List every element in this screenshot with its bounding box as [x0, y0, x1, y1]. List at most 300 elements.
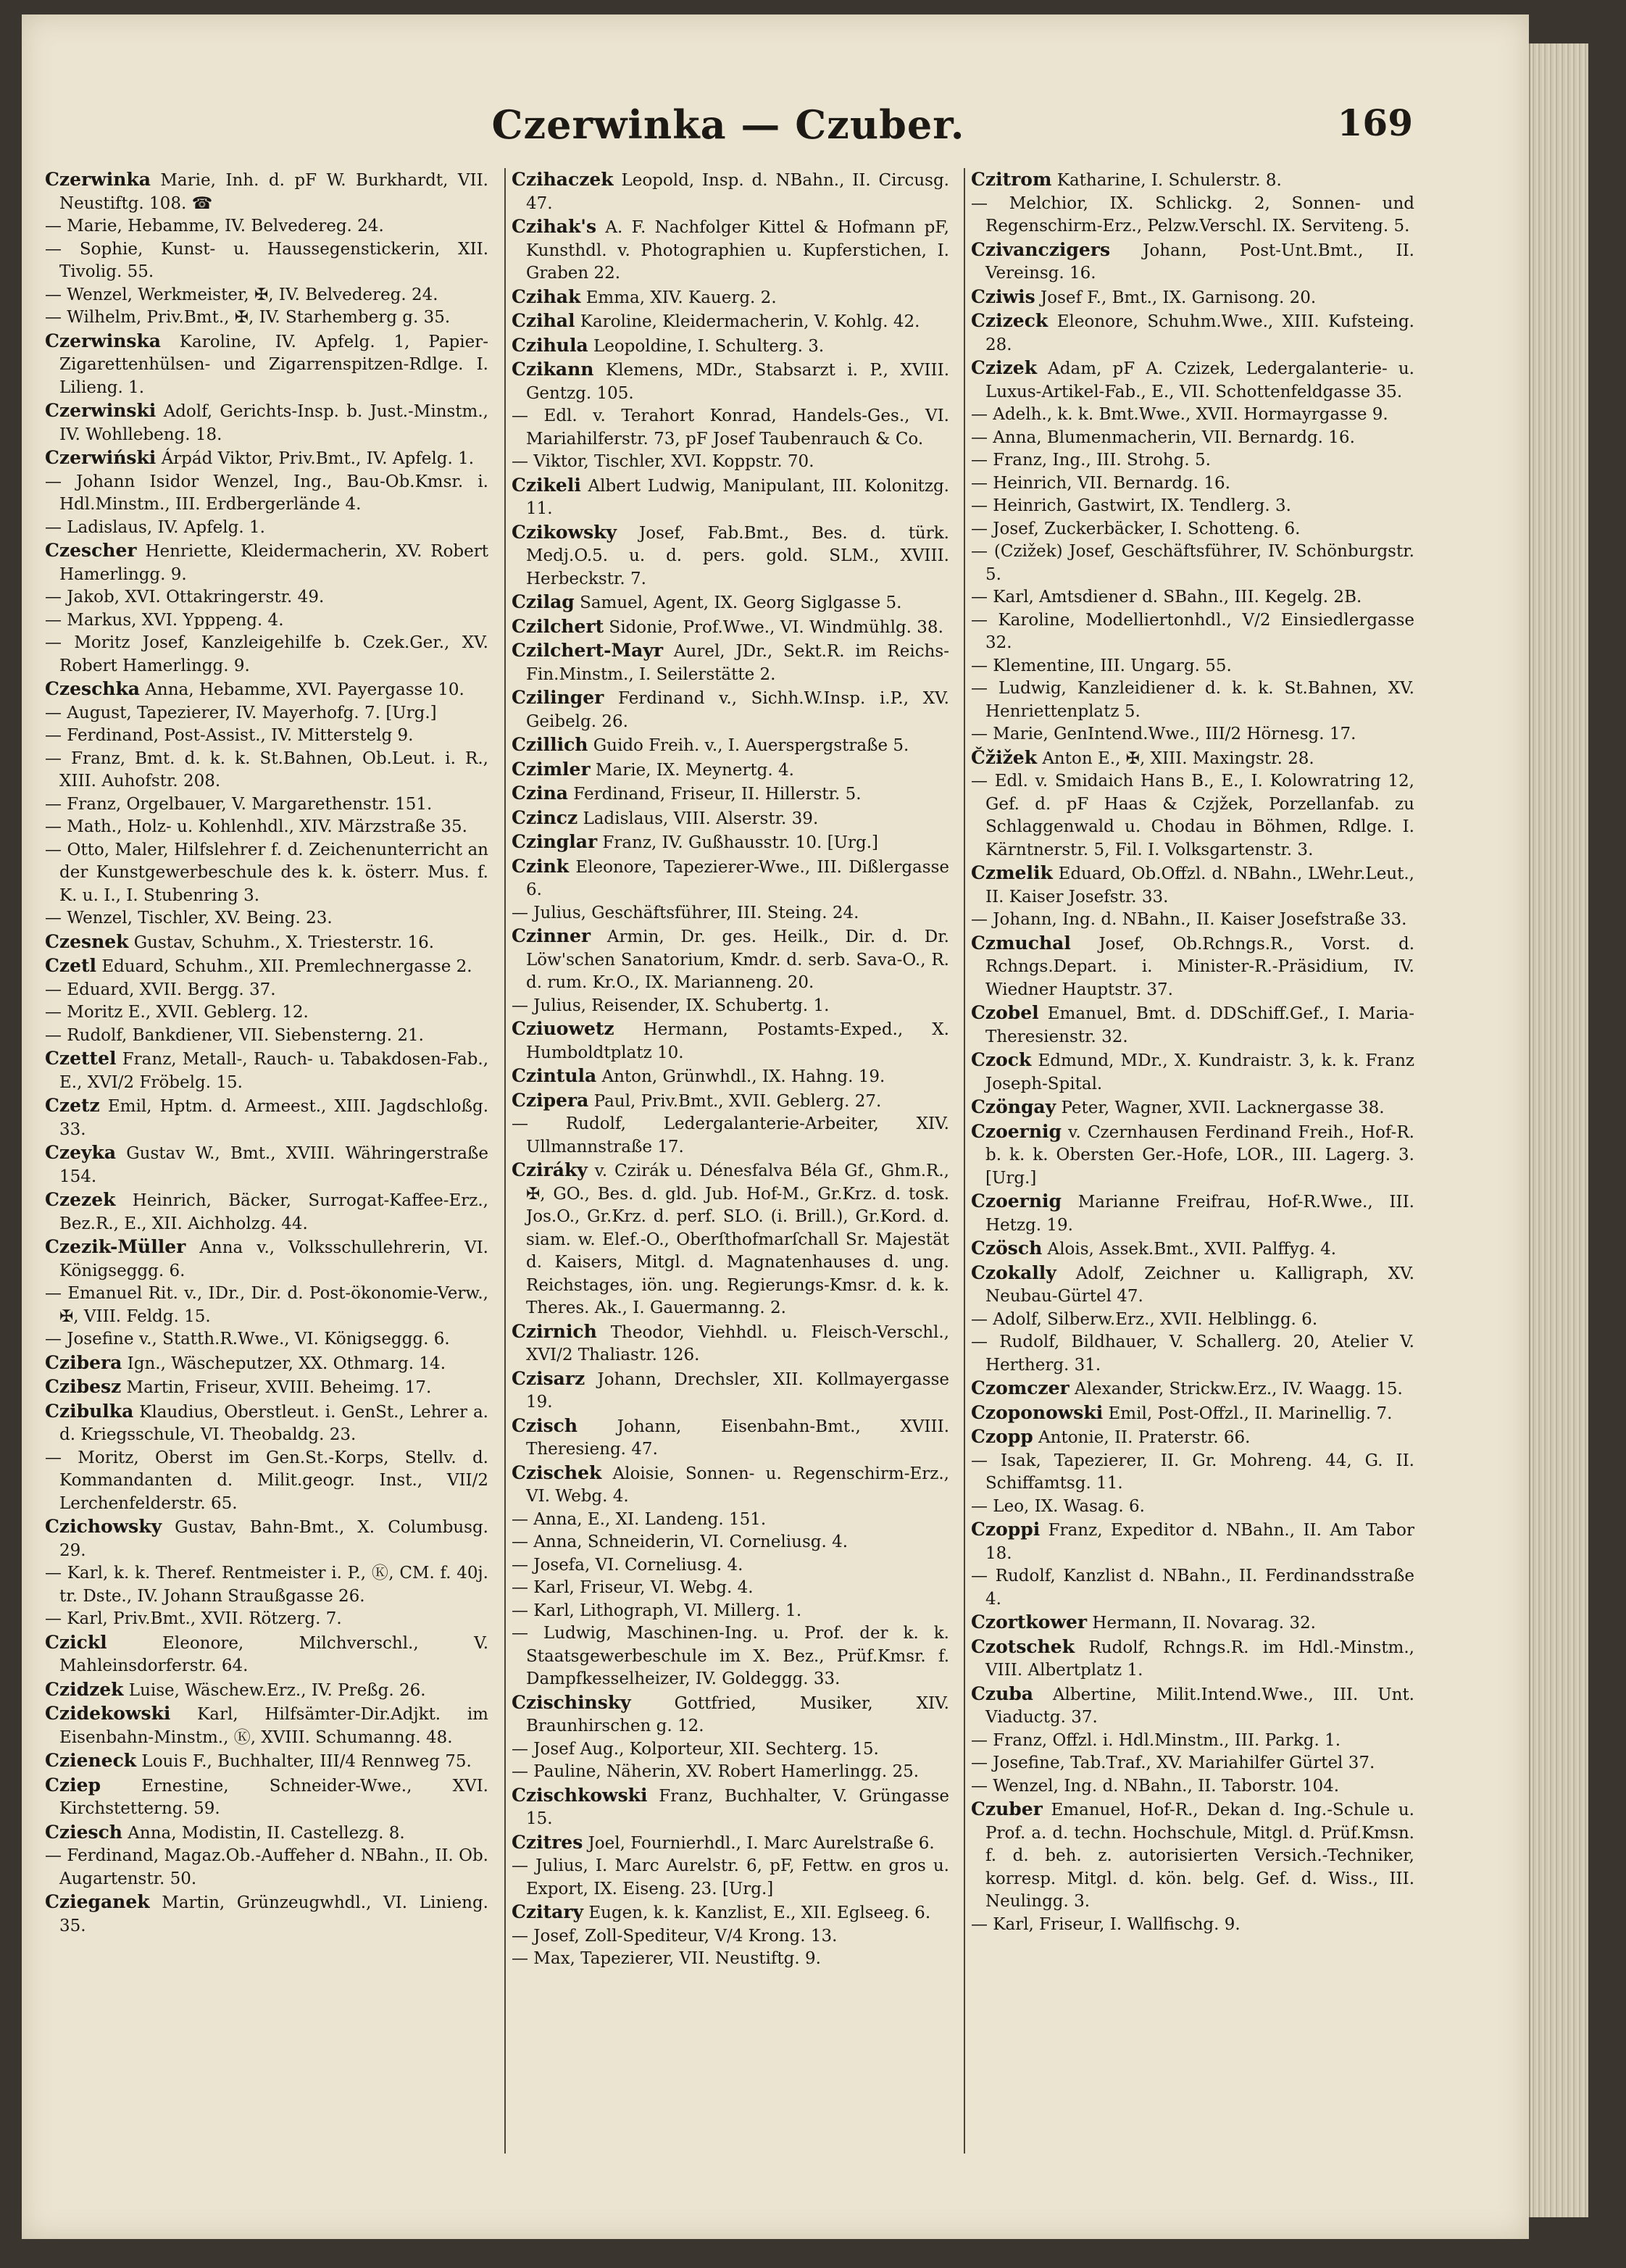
directory-entry [971, 285, 1414, 310]
directory-entry [512, 1761, 949, 1784]
directory-entry [512, 168, 949, 215]
directory-entry [512, 309, 949, 334]
directory-entry [971, 1309, 1414, 1332]
directory-entry [971, 238, 1414, 285]
entry-text: — Karl, Priv.Bmt., XVII. Rötzerg. 7. [45, 1609, 342, 1628]
entry-text: Albert Ludwig, Manipulant, III. Kolonitzg. 11. [526, 476, 949, 518]
directory-entry [45, 816, 488, 839]
directory-entry [512, 1367, 949, 1414]
entry-text: — Heinrich, VII. Bernardg. 16. [971, 473, 1230, 493]
directory-entry [45, 446, 488, 471]
entry-text: — Rudolf, Kanzlist d. NBahn., II. Ferdinandsstraße 4. [971, 1567, 1414, 1609]
entry-surname: Czezik-Müller [45, 1236, 186, 1257]
directory-entry [512, 902, 949, 925]
directory-entry [512, 521, 949, 591]
entry-surname: Czivanczigers [971, 238, 1111, 260]
entry-text: — Josefa, VI. Corneliusg. 4. [512, 1555, 743, 1575]
entry-text: Ladislaus, VIII. Alserstr. 39. [578, 809, 819, 828]
entry-text: Antonie, II. Praterstr. 66. [1033, 1428, 1251, 1447]
entry-surname: Cziráky [512, 1159, 588, 1180]
directory-entry [971, 309, 1414, 357]
entry-text: — Viktor, Tischler, XVI. Koppstr. 70. [512, 452, 814, 471]
entry-text: Ign., Wäscheputzer, XX. Othmarg. 14. [122, 1354, 446, 1373]
entry-surname: Czickl [45, 1631, 107, 1653]
entry-text: — Math., Holz- u. Kohlenhdl., XIV. Märzstraße 35. [45, 817, 467, 836]
entry-text: Ferdinand v., Sichh.W.Insp. i.P., XV. Geibelg. 26. [526, 689, 949, 731]
entry-surname: Czetz [45, 1095, 100, 1116]
entry-text: — Sophie, Kunst- u. Haussegenstickerin, XII. Tivolig. 55. [45, 239, 488, 281]
directory-entry [971, 655, 1414, 678]
entry-text: — Jakob, XVI. Ottakringerstr. 49. [45, 588, 325, 606]
entry-text: — Rudolf, Bildhauer, V. Schallerg. 20, Atelier V. Hertherg. 31. [971, 1333, 1414, 1375]
entry-text: Eduard, Schuhm., XII. Premlechnergasse 2. [96, 957, 472, 976]
entry-text: — Karl, Amtsdiener d. SBahn., III. Kegelg. 2B. [971, 588, 1362, 606]
entry-surname: Czirnich [512, 1320, 597, 1342]
directory-entry [971, 1565, 1414, 1611]
entry-text: Franz, IV. Gußhausstr. 10. [Urg.] [597, 833, 879, 852]
entry-surname: Czilchert [512, 615, 604, 637]
entry-text: — Julius, Reisender, IX. Schubertg. 1. [512, 996, 830, 1015]
entry-text: Eduard, Ob.Offzl. d. NBahn., LWehr.Leut., II. Kaiser Josefstr. 33. [985, 864, 1414, 906]
entry-text: Edmund, MDr., X. Kundraistr. 3, k. k. Franz Joseph-Spital. [985, 1051, 1414, 1093]
entry-text: Gustav, Schuhm., X. Triesterstr. 16. [128, 933, 435, 952]
entry-text: A. F. Nachfolger Kittel & Hofmann pF, Kunsthdl. v. Photographien u. Kupferstichen, I. Graben 22. [526, 218, 949, 283]
directory-entry [512, 591, 949, 615]
entry-text: Emil, Hptm. d. Armeest., XIII. Jagdschloßg. 33. [59, 1097, 488, 1139]
directory-entry [45, 330, 488, 400]
directory-entry [971, 862, 1414, 909]
entry-text: — Anna, E., XI. Landeng. 151. [512, 1509, 767, 1529]
entry-text: Henriette, Kleidermacherin, XV. Robert Hamerlingg. 9. [59, 542, 488, 584]
entry-text: — Franz, Offzl. i. Hdl.Minstm., III. Parkg. 1. [971, 1730, 1341, 1750]
entry-text: Ernestine, Schneider-Wwe., XVI. Kirchstetterng. 59. [59, 1776, 488, 1818]
entry-text: — Josef Aug., Kolporteur, XII. Sechterg. 15. [512, 1739, 879, 1759]
entry-text: — Pauline, Näherin, XV. Robert Hamerlingg. 25. [512, 1762, 920, 1781]
entry-surname: Czibera [45, 1351, 122, 1373]
directory-entry [971, 723, 1414, 746]
entry-text: — Josefine, Tab.Traf., XV. Mariahilfer Gürtel 37. [971, 1754, 1375, 1772]
entry-surname: Czinner [512, 925, 591, 946]
entry-text: Franz, Buchhalter, V. Grüngasse 15. [526, 1786, 949, 1828]
entry-surname: Čžižek [971, 746, 1038, 768]
entry-surname: Czetl [45, 955, 97, 976]
directory-entry [512, 758, 949, 783]
entry-surname: Czizeck [971, 310, 1048, 331]
entry-text: Klaudius, Oberstleut. i. GenSt., Lehrer a. d. Kriegsschule, VI. Theobaldg. 23. [59, 1402, 488, 1444]
entry-surname: Czobel [971, 1002, 1039, 1023]
directory-entry [971, 1237, 1414, 1262]
entry-text: Emma, XIV. Kauerg. 2. [580, 288, 777, 307]
entry-text: — Max, Tapezierer, VII. Neustiftg. 9. [512, 1949, 821, 1968]
entry-surname: Czisarz [512, 1367, 585, 1389]
entry-text: v. Czirák u. Dénesfalva Béla Gf., Ghm.R., ✠, GO., Bes. d. gld. Jub. Hof-M., Gr.Krz. d. tosk. Jos.O., Gr.Krz. d. perf. SLO. (i. Brill.), Gr.Kord. d. siam. w. Elef.-O., Oberſthofmarſchall Sr. Majestät d. Kaisers, Mitgl. d. Magnatenhauses d. ung. Reichstages, iön. ung. Regierungs-Kmsr. d. k. k. Theres. Ak., I. Gauermanng. 2. [526, 1162, 949, 1317]
entry-surname: Czoppi [971, 1519, 1041, 1540]
entry-text: — Rudolf, Ledergalanterie-Arbeiter, XIV. Ullmannstraße 17. [512, 1114, 949, 1156]
directory-entry [45, 1631, 488, 1678]
entry-surname: Czokally [971, 1262, 1056, 1283]
directory-entry [512, 925, 949, 995]
entry-surname: Czomczer [971, 1377, 1070, 1398]
entry-text: — Markus, XVI. Ypppeng. 4. [45, 610, 284, 630]
entry-text: — Ferdinand, Post-Assist., IV. Mitterstelg 9. [45, 726, 414, 745]
entry-text: — Franz, Orgelbauer, V. Margarethenstr. 151. [45, 794, 433, 814]
directory-entry [971, 1730, 1414, 1753]
entry-text: — Johann, Ing. d. NBahn., II. Kaiser Josefstraße 33. [971, 910, 1407, 929]
entry-text: — Franz, Ing., III. Strohg. 5. [971, 451, 1211, 470]
directory-entry [45, 954, 488, 979]
directory-entry [45, 678, 488, 702]
column-3 [964, 168, 1414, 2154]
entry-text: v. Czernhausen Ferdinand Freih., Hof-R. b. k. k. Obersten Ger.-Hofe, LOR., III. Lagerg. 3. [Urg.] [985, 1122, 1414, 1188]
entry-text: — Rudolf, Bankdiener, VII. Siebensterng. 21. [45, 1025, 424, 1045]
directory-entry [971, 168, 1414, 193]
directory-entry [45, 399, 488, 446]
entry-text: Josef, Fab.Bmt., Bes. d. türk. Medj.O.5. u. d. pers. gold. SLM., XVIII. Herbeckstr. 7. [526, 523, 949, 588]
directory-entry [512, 1948, 949, 1971]
entry-text: Aloisie, Sonnen- u. Regenschirm-Erz., VI. Webg. 4. [526, 1464, 949, 1506]
entry-surname: Czock [971, 1049, 1032, 1070]
entry-surname: Czihal [512, 310, 575, 331]
entry-text: — Ludwig, Maschinen-Ing. u. Prof. der k. k. Staatsgewerbeschule im X. Bez., Prüf.Kmsr. f. Dampfkesselheizer, IV. Goldeggg. 33. [512, 1624, 949, 1688]
entry-text: — Melchior, IX. Schlickg. 2, Sonnen- und Regenschirm-Erz., Pelzw.Verschl. IX. Serviteng. 5. [971, 193, 1414, 235]
entry-text: Anna, Modistin, II. Castellezg. 8. [122, 1823, 405, 1843]
page-number: 169 [1337, 101, 1413, 144]
entry-surname: Czisch [512, 1414, 578, 1436]
directory-entry [45, 215, 488, 238]
entry-surname: Czibulka [45, 1400, 134, 1422]
entry-text: Franz, Expeditor d. NBahn., II. Am Tabor 18. [985, 1521, 1414, 1563]
entry-text: — Edl. v. Terahort Konrad, Handels-Ges., VI. Mariahilferstr. 73, pF Josef Taubenrauch & Co. [512, 407, 949, 449]
entry-text: Adolf, Gerichts-Insp. b. Just.-Minstm., IV. Wohllebeng. 18. [59, 402, 488, 444]
directory-entry [971, 1450, 1414, 1496]
directory-entry [971, 541, 1414, 586]
directory-entry [512, 285, 949, 310]
entry-text: Aurel, JDr., Sekt.R. im Reichs-Fin.Minstm., I. Seilerstätte 2. [526, 642, 949, 684]
entry-text: Johann, Post-Unt.Bmt., II. Vereinsg. 16. [985, 241, 1414, 283]
entry-text: — (Czižek) Josef, Geschäftsführer, IV. Schönburgstr. 5. [971, 542, 1414, 584]
entry-surname: Czichowsky [45, 1516, 162, 1537]
entry-text: — Adelh., k. k. Bmt.Wwe., XVII. Hormayrgasse 9. [971, 405, 1388, 424]
directory-columns [45, 168, 1414, 2154]
entry-text: Árpád Viktor, Priv.Bmt., IV. Apfelg. 1. [156, 449, 475, 468]
directory-entry [971, 1914, 1414, 1937]
entry-text: Karl, Hilfsämter-Dir.Adjkt. im Eisenbahn-Minstm., Ⓚ, XVIII. Schumanng. 48. [59, 1705, 488, 1747]
entry-text: Martin, Friseur, XVIII. Beheimg. 17. [121, 1378, 432, 1397]
entry-text: Eleonore, Tapezierer-Wwe., III. Dißlergasse 6. [526, 857, 949, 899]
directory-entry [45, 1447, 488, 1516]
entry-surname: Czoernig [971, 1120, 1062, 1142]
directory-entry [45, 471, 488, 517]
entry-text: — Moritz Josef, Kanzleigehilfe b. Czek.Ger., XV. Robert Hamerlingg. 9. [45, 633, 488, 675]
page-header [43, 101, 1413, 159]
directory-entry [45, 1608, 488, 1631]
entry-surname: Czerwiński [45, 447, 157, 468]
entry-surname: Czidekowski [45, 1703, 171, 1724]
entry-surname: Czieganek [45, 1891, 150, 1912]
directory-entry [512, 995, 949, 1018]
entry-surname: Cziwis [971, 285, 1035, 307]
entry-text: — Karl, k. k. Theref. Rentmeister i. P., Ⓚ, CM. f. 40j. tr. Dste., IV. Johann Straußgasse 26. [45, 1564, 488, 1606]
directory-entry [971, 932, 1414, 1002]
directory-entry [512, 451, 949, 474]
entry-surname: Czezek [45, 1189, 116, 1210]
directory-entry [971, 472, 1414, 496]
entry-surname: Czink [512, 855, 570, 877]
entry-text: Gottfried, Musiker, XIV. Braunhirschen g. 12. [526, 1693, 949, 1735]
directory-entry [971, 1752, 1414, 1775]
entry-text: Peter, Wagner, XVII. Lacknergasse 38. [1056, 1098, 1385, 1117]
entry-text: Emanuel, Bmt. d. DDSchiff.Gef., I. Maria-Theresienstr. 32. [985, 1004, 1414, 1046]
directory-entry [45, 1375, 488, 1400]
entry-text: Eleonore, Milchverschl., V. Mahleinsdorferstr. 64. [59, 1633, 488, 1675]
directory-entry [971, 1611, 1414, 1635]
entry-surname: Czischek [512, 1462, 602, 1483]
directory-entry [45, 793, 488, 817]
directory-entry [971, 1096, 1414, 1120]
directory-entry [45, 1845, 488, 1890]
directory-entry [45, 1328, 488, 1351]
entry-text: Leopoldine, I. Schulterg. 3. [588, 336, 825, 356]
directory-entry [512, 830, 949, 855]
directory-entry [512, 405, 949, 451]
entry-text: Samuel, Agent, IX. Georg Siglgasse 5. [574, 593, 902, 612]
directory-entry [971, 357, 1414, 404]
entry-surname: Czibesz [45, 1376, 122, 1397]
entry-surname: Czilchert-Mayr [512, 640, 664, 661]
directory-entry [971, 1518, 1414, 1565]
directory-entry [971, 909, 1414, 932]
entry-text: Gustav W., Bmt., XVIII. Währingerstraße 154. [59, 1144, 488, 1186]
entry-surname: Czopp [971, 1426, 1033, 1447]
entry-text: Anton, Grünwhdl., IX. Hahng. 19. [596, 1067, 885, 1086]
entry-surname: Czöngay [971, 1096, 1056, 1117]
entry-surname: Czitres [512, 1831, 583, 1853]
directory-entry [971, 427, 1414, 450]
entry-text: — Otto, Maler, Hilfslehrer f. d. Zeichenunterricht an der Kunstgewerbeschule des k. k. österr. Mus. f. K. u. I., I. Stubenring 3. [45, 840, 488, 905]
entry-text: — Wilhelm, Priv.Bmt., ✠, IV. Starhemberg g. 35. [45, 308, 451, 327]
directory-entry [512, 1531, 949, 1554]
directory-entry [971, 678, 1414, 723]
directory-entry [45, 1702, 488, 1749]
entry-text: Marie, IX. Meynertg. 4. [590, 760, 794, 780]
entry-text: Leopold, Insp. d. NBahn., II. Circusg. 47. [526, 171, 949, 213]
entry-text: Johann, Drechsler, XII. Kollmayergasse 19. [526, 1369, 949, 1412]
entry-text: Karoline, Kleidermacherin, V. Kohlg. 42. [575, 312, 920, 331]
directory-entry [512, 1925, 949, 1948]
entry-text: — Karl, Friseur, VI. Webg. 4. [512, 1578, 754, 1597]
directory-entry [512, 1784, 949, 1831]
directory-entry [45, 1283, 488, 1328]
book-page-edges [1529, 43, 1588, 2217]
entry-text: — Heinrich, Gastwirt, IX. Tendlerg. 3. [971, 496, 1291, 515]
entry-text: — Karoline, Modelliertonhdl., V/2 Einsiedlergasse 32. [971, 610, 1414, 652]
entry-text: — Marie, GenIntend.Wwe., III/2 Hörnesg. 17. [971, 725, 1356, 743]
entry-text: Hermann, Postamts-Exped., X. Humboldtplatz 10. [526, 1020, 949, 1062]
entry-surname: Czintula [512, 1065, 597, 1086]
directory-entry [971, 193, 1414, 238]
directory-entry [512, 1691, 949, 1738]
directory-entry [45, 1400, 488, 1447]
entry-surname: Czikeli [512, 474, 581, 496]
directory-entry [512, 1017, 949, 1064]
directory-entry [45, 979, 488, 1002]
entry-surname: Czillich [512, 734, 588, 755]
entry-text: — Wenzel, Ing. d. NBahn., II. Taborstr. 104. [971, 1776, 1340, 1796]
directory-entry [971, 1425, 1414, 1450]
entry-surname: Czeschka [45, 678, 140, 699]
directory-entry [512, 1600, 949, 1623]
directory-entry [512, 1113, 949, 1159]
entry-text: Eleonore, Schuhm.Wwe., XIII. Kufsteing. 28. [985, 312, 1414, 354]
entry-text: — Julius, I. Marc Aurelstr. 6, pF, Fettw. en gros u. Export, IX. Eiseng. 23. [Urg.] [512, 1856, 949, 1898]
entry-text: Josef, Ob.Rchngs.R., Vorst. d. Rchngs.Depart. i. Minister-R.-Präsidium, IV. Wiedner Hauptstr. 37. [985, 934, 1414, 999]
entry-surname: Czischinsky [512, 1691, 631, 1713]
entry-surname: Czotschek [971, 1635, 1075, 1657]
entry-surname: Czilinger [512, 687, 604, 708]
entry-text: — Ludwig, Kanzleidiener d. k. k. St.Bahnen, XV. Henriettenplatz 5. [971, 679, 1414, 721]
directory-entry [45, 1351, 488, 1376]
entry-text: Klemens, MDr., Stabsarzt i. P., XVIII. Gentzg. 105. [526, 361, 949, 403]
column-2 [504, 168, 949, 2154]
directory-entry [45, 1749, 488, 1774]
entry-text: — Ladislaus, IV. Apfelg. 1. [45, 517, 265, 537]
directory-entry [512, 1901, 949, 1925]
directory-entry [45, 907, 488, 930]
directory-entry [512, 334, 949, 359]
entry-text: — Karl, Friseur, I. Wallfischg. 9. [971, 1914, 1241, 1934]
directory-entry [971, 1120, 1414, 1191]
entry-text: — Josefine v., Statth.R.Wwe., VI. Königseggg. 6. [45, 1330, 450, 1348]
directory-entry [45, 1515, 488, 1562]
entry-text: — Isak, Tapezierer, II. Gr. Mohreng. 44, G. II. Schiffamtsg. 11. [971, 1451, 1414, 1493]
entry-surname: Czilag [512, 591, 575, 612]
directory-entry [45, 748, 488, 793]
directory-entry [512, 639, 949, 686]
directory-entry [512, 474, 949, 521]
entry-text: — Johann Isidor Wenzel, Ing., Bau-Ob.Kmsr. i. Hdl.Minstm., III. Erdbergerlände 4. [45, 472, 488, 514]
entry-text: Franz, Metall-, Rauch- u. Tabakdosen-Fab., E., XVI/2 Fröbelg. 15. [59, 1050, 488, 1092]
entry-surname: Cziesch [45, 1821, 122, 1843]
directory-entry [512, 1159, 949, 1320]
entry-text: Adolf, Zeichner u. Kalligraph, XV. Neubau-Gürtel 47. [985, 1264, 1414, 1306]
directory-entry [971, 746, 1414, 771]
directory-entry [971, 1798, 1414, 1914]
entry-text: Josef F., Bmt., IX. Garnisong. 20. [1035, 288, 1317, 307]
directory-entry [45, 1678, 488, 1703]
entry-surname: Czikowsky [512, 521, 617, 543]
entry-text: Emil, Post-Offzl., II. Marinellig. 7. [1103, 1404, 1393, 1423]
entry-text: — Emanuel Rit. v., IDr., Dir. d. Post-ökonomie-Verw., ✠, VIII. Feldg. 15. [45, 1284, 488, 1326]
entry-text: — Edl. v. Smidaich Hans B., E., I. Kolowratring 12, Gef. d. pF Haas & Czjžek, Porzellanfab. zu Schlaggenwald u. Chodau in Böhmen, Rdlge. I. Kärntnerstr. 5, Fil. I. Volksgartenstr. 3. [971, 772, 1414, 859]
directory-entry [971, 586, 1414, 609]
directory-entry [512, 1554, 949, 1577]
entry-text: — Josef, Zoll-Spediteur, V/4 Krong. 13. [512, 1926, 838, 1946]
entry-surname: Czmuchal [971, 932, 1071, 954]
directory-entry [512, 1089, 949, 1114]
entry-surname: Czmelik [971, 862, 1053, 883]
entry-text: — Eduard, XVII. Bergg. 37. [45, 980, 276, 999]
directory-entry [971, 609, 1414, 655]
entry-text: Emanuel, Hof-R., Dekan d. Ing.-Schule u. Prof. a. d. techn. Hochschule, Mitgl. d. Prüf.Kmsn. f. d. beh. z. autorisierten Versich.-Techniker, korresp. Mitgl. d. kön. belg. Gef. d. Wiss., III. Neulingg. 3. [985, 1801, 1414, 1911]
entry-text: Anna v., Volksschullehrerin, VI. Königseggg. 6. [59, 1238, 488, 1280]
entry-surname: Czuba [971, 1683, 1033, 1704]
directory-entry [45, 1025, 488, 1048]
entry-text: — Karl, Lithograph, VI. Millerg. 1. [512, 1601, 802, 1620]
running-title: Czerwinka — Czuber. [491, 101, 965, 148]
directory-entry [971, 1190, 1414, 1237]
directory-entry [512, 1414, 949, 1462]
entry-text: Katharine, I. Schulerstr. 8. [1051, 171, 1282, 190]
entry-text: — Moritz E., XVII. Geblerg. 12. [45, 1003, 309, 1022]
entry-surname: Czina [512, 783, 568, 804]
entry-text: — Julius, Geschäftsführer, III. Steing. 24. [512, 903, 859, 922]
directory-entry [45, 1235, 488, 1283]
directory-entry [45, 632, 488, 678]
directory-entry [45, 517, 488, 540]
directory-entry [512, 1831, 949, 1856]
entry-surname: Czeyka [45, 1142, 117, 1163]
entry-text: Armin, Dr. ges. Heilk., Dir. d. Dr. Löw'schen Sanatorium, Kmdr. d. serb. Sava-O., R. d. rum. Kr.O., IX. Marianneng. 20. [526, 927, 949, 992]
entry-text: — Franz, Bmt. d. k. k. St.Bahnen, Ob.Leut. i. R., XIII. Auhofstr. 208. [45, 749, 488, 791]
directory-entry [971, 1331, 1414, 1377]
entry-surname: Czihak's [512, 216, 597, 237]
entry-text: — August, Tapezierer, IV. Mayerhofg. 7. [Urg.] [45, 703, 437, 722]
directory-entry [512, 1855, 949, 1901]
directory-entry [971, 518, 1414, 541]
entry-surname: Czimler [512, 758, 591, 780]
entry-text: — Josef, Zuckerbäcker, I. Schotteng. 6. [971, 519, 1301, 538]
entry-text: — Ferdinand, Magaz.Ob.-Auffeher d. NBahn., II. Ob. Augartenstr. 50. [45, 1846, 488, 1888]
entry-surname: Czikann [512, 359, 594, 380]
directory-entry [45, 839, 488, 908]
entry-text: Joel, Fournierhdl., I. Marc Aurelstraße 6. [583, 1833, 935, 1853]
entry-surname: Czitary [512, 1901, 584, 1922]
entry-surname: Czerwinka [45, 169, 151, 190]
directory-entry [512, 855, 949, 902]
directory-entry [512, 615, 949, 640]
directory-entry [45, 1774, 488, 1821]
directory-entry [971, 404, 1414, 427]
directory-entry [512, 1462, 949, 1509]
directory-entry [45, 930, 488, 955]
directory-entry [45, 307, 488, 330]
directory-entry [971, 1401, 1414, 1426]
directory-entry [45, 1821, 488, 1846]
entry-text: Heinrich, Bäcker, Surrogat-Kaffee-Erz., Bez.R., E., XII. Aichholzg. 44. [59, 1191, 488, 1233]
directory-entry [45, 609, 488, 633]
directory-entry [512, 782, 949, 806]
entry-text: — Wenzel, Werkmeister, ✠, IV. Belvedereg. 24. [45, 285, 438, 304]
directory-entry [45, 1001, 488, 1025]
entry-surname: Czincz [512, 806, 578, 828]
entry-surname: Czieneck [45, 1750, 137, 1771]
entry-surname: Czoernig [971, 1191, 1062, 1212]
entry-surname: Czidzek [45, 1678, 124, 1700]
directory-entry [45, 238, 488, 284]
entry-text: — Leo, IX. Wasag. 6. [971, 1496, 1145, 1516]
directory-entry [971, 1262, 1414, 1309]
entry-text: — Klementine, III. Ungarg. 55. [971, 656, 1232, 675]
entry-text: Alexander, Strickw.Erz., IV. Waagg. 15. [1069, 1380, 1403, 1398]
entry-surname: Czitrom [971, 169, 1052, 190]
directory-entry [971, 449, 1414, 472]
entry-surname: Czescher [45, 540, 137, 561]
entry-surname: Czizek [971, 357, 1038, 378]
entry-text: Marianne Freifrau, Hof-R.Wwe., III. Hetzg. 19. [985, 1193, 1414, 1235]
directory-entry [512, 1320, 949, 1367]
entry-surname: Czihula [512, 334, 588, 356]
entry-surname: Cziep [45, 1774, 101, 1796]
